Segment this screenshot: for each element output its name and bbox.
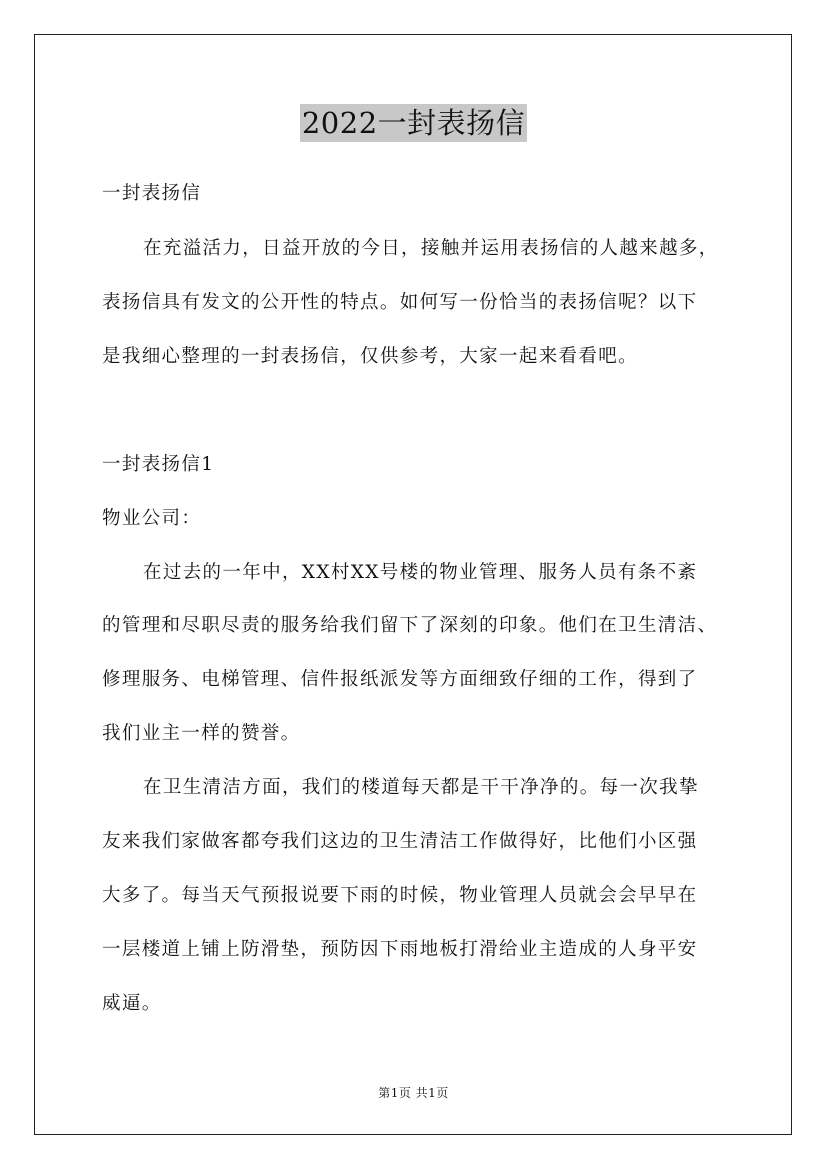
paragraph-line: 威逼。 (102, 993, 162, 1014)
paragraph-line: 友来我们家做客都夸我们这边的卫生清洁工作做得好，比他们小区强 (102, 831, 698, 852)
paragraph-line: 在充溢活力，日益开放的今日，接触并运用表扬信的人越来越多， (143, 238, 719, 259)
paragraph-line: 表扬信具有发文的公开性的特点。如何写一份恰当的表扬信呢？以下 (102, 292, 698, 313)
page-footer: 第1页 共1页 (378, 1086, 449, 1100)
paragraph-line: 是我细心整理的一封表扬信，仅供参考，大家一起来看看吧。 (102, 346, 638, 367)
paragraph-line: 一层楼道上铺上防滑垫，预防因下雨地板打滑给业主造成的人身平安 (102, 939, 698, 960)
paragraph-line: 在过去的一年中，XX村XX号楼的物业管理、服务人员有条不紊 (143, 562, 698, 583)
section-heading: 一封表扬信1 (102, 454, 215, 475)
paragraph-line: 大多了。每当天气预报说要下雨的时候，物业管理人员就会会早早在 (102, 885, 698, 906)
section-heading: 一封表扬信 (102, 183, 202, 204)
paragraph-line: 在卫生清洁方面，我们的楼道每天都是干干净净的。每一次我挚 (143, 777, 699, 798)
document-title: 2022一封表扬信 (301, 106, 526, 140)
paragraph-line: 我们业主一样的赞誉。 (102, 723, 301, 744)
title-container (0, 104, 827, 142)
salutation: 物业公司： (102, 508, 202, 529)
paragraph-line: 修理服务、电梯管理、信件报纸派发等方面细致仔细的工作，得到了 (102, 669, 698, 690)
paragraph-line: 的管理和尽职尽责的服务给我们留下了深刻的印象。他们在卫生清洁、 (102, 615, 718, 636)
